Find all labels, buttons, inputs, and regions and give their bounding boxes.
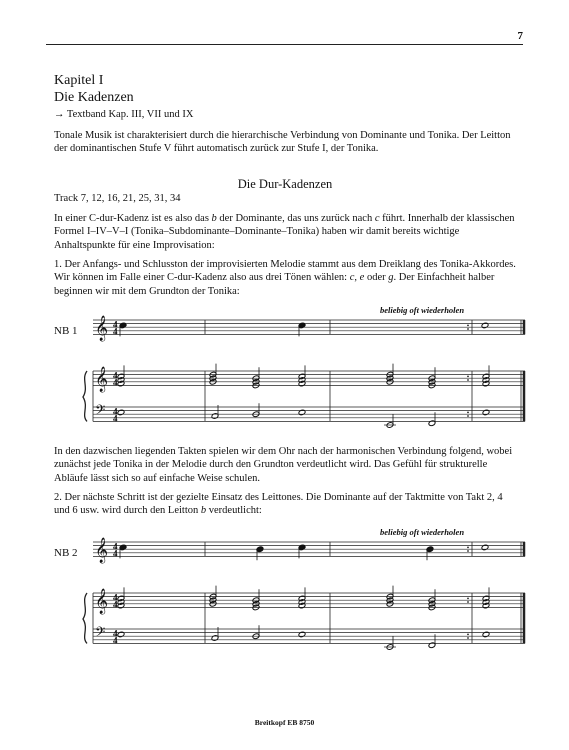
time-signature-bottom: 4 [113,599,118,610]
paragraph-step-1: 1. Der Anfangs- und Schlusston der improvisierten Melodie stammt aus dem Dreiklang des Tonika-Akkordes. Wir können im Falle einer C-dur-Kadenz also aus drei Tönen wählen: c, e oder g. Der Einfachheit halber beginnen wir mit dem Grundton der Tonika: [54,259,516,297]
page-number: 7 [517,30,523,42]
repeat-dot [467,598,469,600]
time-signature-top: 4 [113,541,118,552]
treble-clef-icon: 𝄞 [95,538,109,563]
time-signature-top: 4 [113,319,118,330]
bass-clef-icon: 𝄢 [95,402,106,421]
repeat-dot [467,634,469,636]
time-signature-top: 4 [113,592,118,603]
repeat-dot [467,601,469,603]
time-signature-bottom: 4 [113,548,118,559]
time-signature-bottom: 4 [113,413,118,424]
track-list: Track 7, 12, 16, 21, 25, 31, 34 [54,193,181,204]
time-signature-top: 4 [113,628,118,639]
paragraph-harmony: In den dazwischen liegenden Takten spielen wir dem Ohr nach der harmonischen Verbindung folgend, wobei zunächst jede Tonika in der Melodie durch den Grundton verdeutlicht wird. Das Gefühl für strukturelle Abläufe lässt sich so auf einfache Weise schulen. [54,446,513,484]
chapter-title: Die Kadenzen [54,90,134,105]
treble-clef-icon: 𝄞 [95,367,109,392]
nb1-repeat-instruction: beliebig oft wiederholen [380,305,465,315]
nb1-label: NB 1 [54,325,78,337]
nb2-repeat-instruction: beliebig oft wiederholen [380,527,465,537]
time-signature-top: 4 [113,406,118,417]
textbook-reference: → Textband Kap. III, VII und IX [54,109,194,120]
bass-clef-icon: 𝄢 [95,624,106,643]
repeat-dot [467,637,469,639]
paragraph-step-2: 2. Der nächste Schritt ist der gezielte Einsatz des Leittones. Die Dominante auf der Taktmitte von Takt 2, 4 und 6 usw. wird durch den Leitton b verdeutlicht: [54,492,503,517]
notehead [117,631,125,638]
notehead [481,544,489,551]
notehead [298,631,306,638]
notehead [482,631,490,638]
time-signature-bottom: 4 [113,635,118,646]
nb2-label: NB 2 [54,547,78,559]
treble-clef-icon: 𝄞 [95,316,109,341]
publisher-footer: Breitkopf EB 8750 [254,718,315,727]
time-signature-top: 4 [113,370,118,381]
time-signature-bottom: 4 [113,377,118,388]
time-signature-bottom: 4 [113,326,118,337]
brace [83,593,87,643]
paragraph-cadence: In einer C-dur-Kadenz ist es also das b der Dominante, das uns zurück nach c führt. Innerhalb der klassischen Formel I–IV–V–I (Tonika–Subdominante–Dominante–Tonika) haben wir damit bereits wichtige Anhaltspunkte für eine Improvisation: [54,213,515,251]
repeat-dot [467,550,469,552]
section-title: Die Dur-Kadenzen [237,177,333,191]
intro-paragraph: Tonale Musik ist charakterisiert durch die hierarchische Verbindung von Dominante und Tonika. Der Leitton der dominantischen Stufe V führt automatisch zurück zur Stufe I, der Tonika. [54,130,511,155]
chapter-number: Kapitel I [54,73,104,88]
treble-clef-icon: 𝄞 [95,589,109,614]
repeat-dot [467,547,469,549]
